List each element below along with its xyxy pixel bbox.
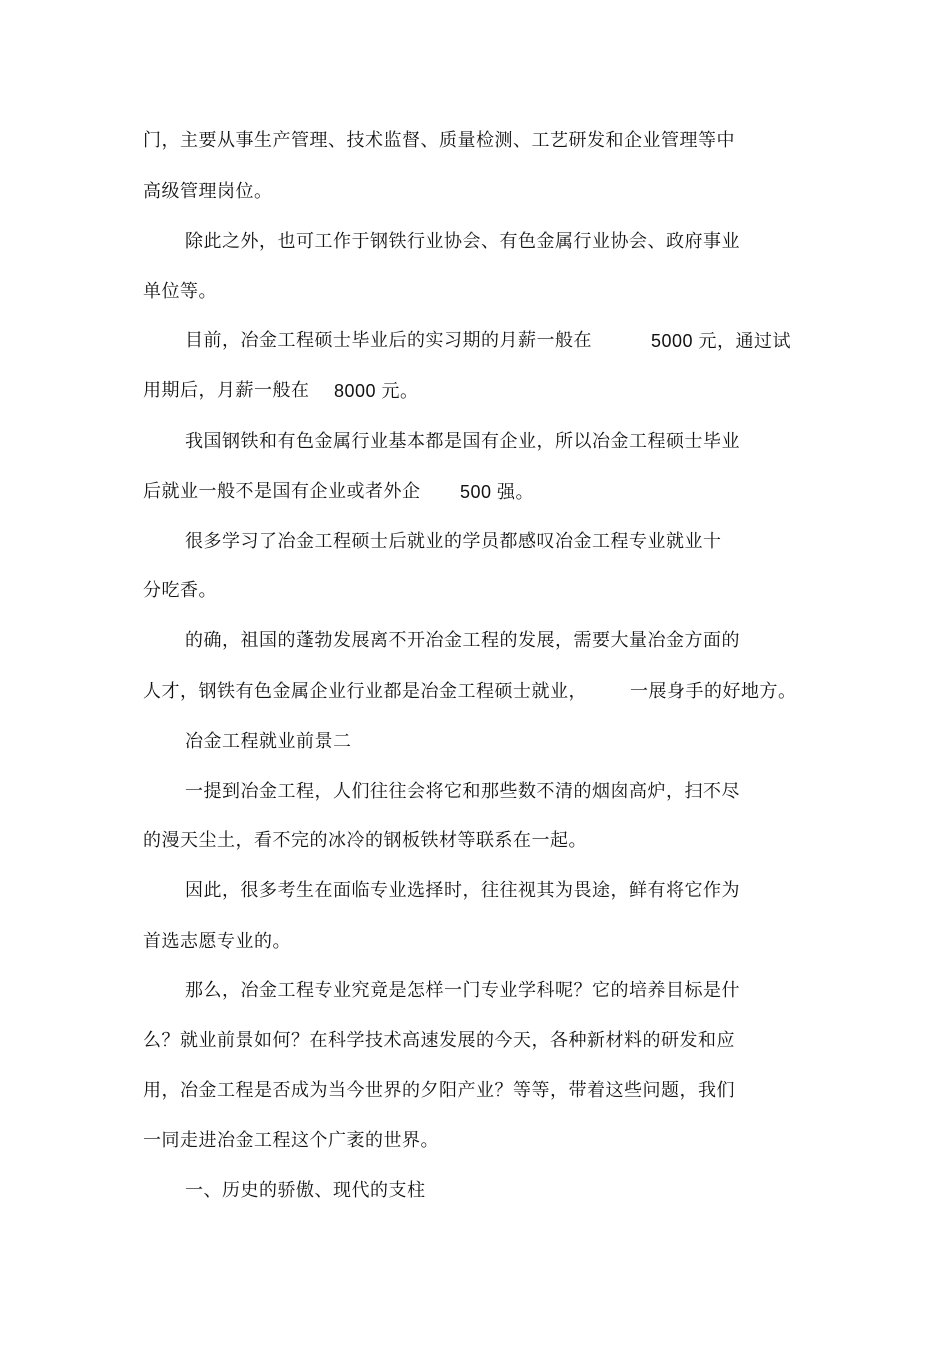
text-line: 门，主要从事生产管理、技术监督、质量检测、工艺研发和企业管理等中 xyxy=(143,130,735,151)
paragraph-first-line: 一提到冶金工程，人们往往会将它和那些数不清的烟囱高炉，扫不尽 xyxy=(185,781,740,802)
text-line: 后就业一般不是国有企业或者外企 xyxy=(143,481,421,502)
text-line: 首选志愿专业的。 xyxy=(143,931,291,952)
paragraph-first-line: 目前，冶金工程硕士毕业后的实习期的月薪一般在 xyxy=(185,330,592,351)
text-line: 用，冶金工程是否成为当今世界的夕阳产业？等等，带着这些问题，我们 xyxy=(143,1080,735,1101)
top500-value: 500 强。 xyxy=(460,482,535,502)
section-heading: 冶金工程就业前景二 xyxy=(185,731,352,752)
text-line: 单位等。 xyxy=(143,281,217,302)
text-line: 人才，钢铁有色金属企业行业都是冶金工程硕士就业， xyxy=(143,681,587,702)
paragraph-first-line: 的确，祖国的蓬勃发展离不开冶金工程的发展，需要大量冶金方面的 xyxy=(185,630,740,651)
section-heading: 一、历史的骄傲、现代的支柱 xyxy=(185,1180,426,1201)
text-line: 分吃香。 xyxy=(143,580,217,601)
salary-regular-value: 8000 元。 xyxy=(334,381,419,401)
paragraph-first-line: 我国钢铁和有色金属行业基本都是国有企业，所以冶金工程硕士毕业 xyxy=(185,431,740,452)
text-line: 么？就业前景如何？在科学技术高速发展的今天，各种新材料的研发和应 xyxy=(143,1030,735,1051)
paragraph-first-line: 除此之外，也可工作于钢铁行业协会、有色金属行业协会、政府事业 xyxy=(185,231,740,252)
text-line: 的漫天尘土，看不完的冰冷的钢板铁材等联系在一起。 xyxy=(143,830,587,851)
paragraph-first-line: 很多学习了冶金工程硕士后就业的学员都感叹冶金工程专业就业十 xyxy=(185,531,722,552)
salary-intern-value: 5000 元，通过试 xyxy=(651,331,792,351)
paragraph-first-line: 那么，冶金工程专业究竟是怎样一门专业学科呢？它的培养目标是什 xyxy=(185,980,740,1001)
text-line: 高级管理岗位。 xyxy=(143,181,273,202)
text-line: 一展身手的好地方。 xyxy=(630,681,797,702)
text-line: 一同走进冶金工程这个广袤的世界。 xyxy=(143,1130,439,1151)
text-line: 用期后，月薪一般在 xyxy=(143,380,310,401)
paragraph-first-line: 因此，很多考生在面临专业选择时，往往视其为畏途，鲜有将它作为 xyxy=(185,880,740,901)
